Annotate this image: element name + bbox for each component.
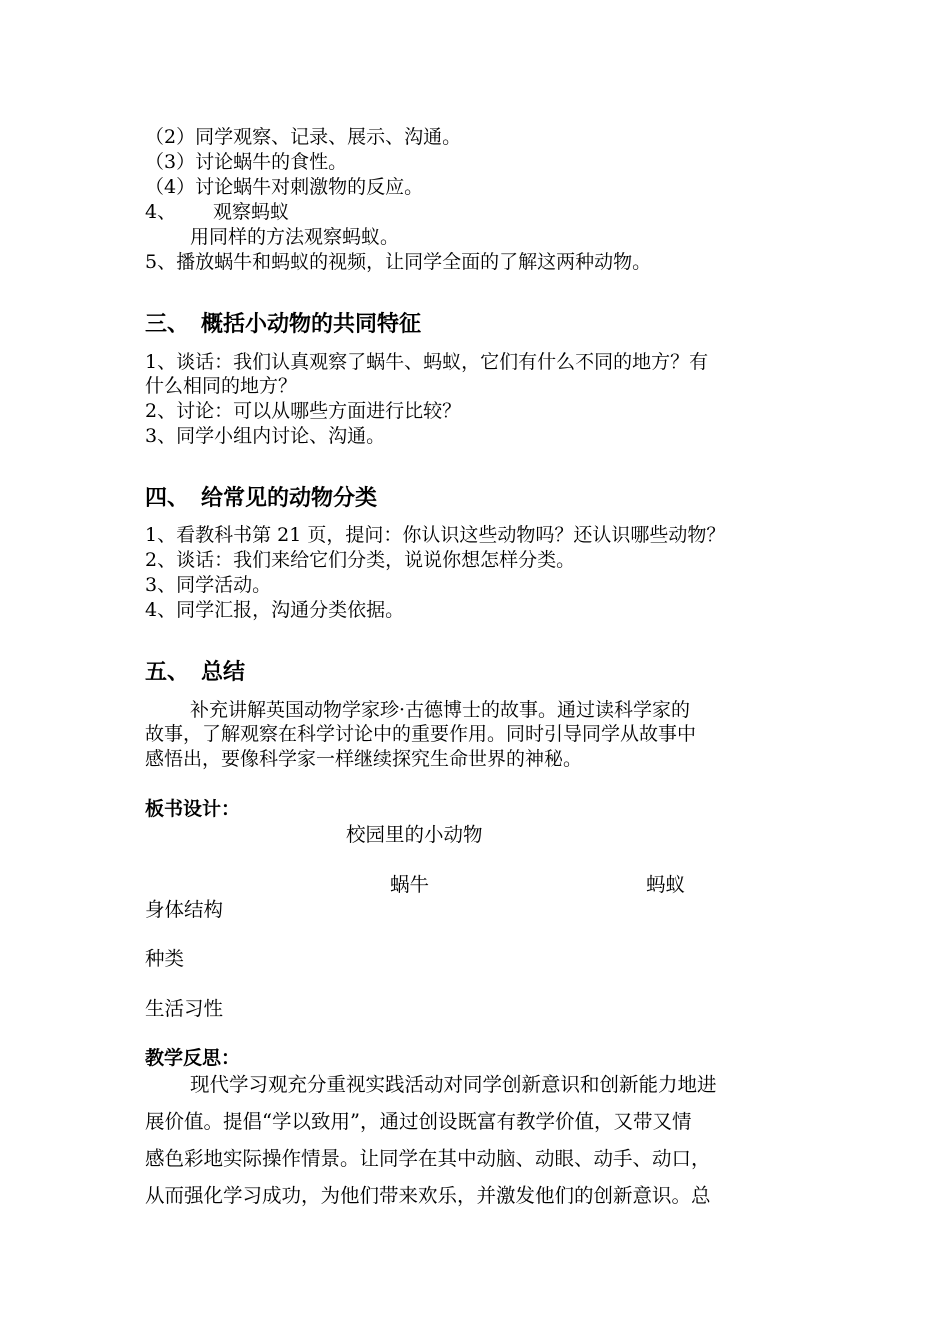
reflection-line-3: 感色彩地实际操作情景。让同学在其中动脑、动眼、动手、动口， — [145, 1147, 711, 1170]
section-4-number: 四、 — [145, 486, 190, 511]
step-2-4: （4）讨论蜗牛对刺激物的反应。 — [145, 176, 424, 198]
section-4-item-2: 2、谈话：我们来给它们分类，说说你想怎样分类。 — [145, 549, 576, 571]
section-3-item-1b: 什么相同的地方？ — [145, 375, 298, 397]
reflection-line-4: 从而强化学习成功，为他们带来欢乐，并激发他们的创新意识。总 — [145, 1184, 711, 1207]
section-3-heading — [145, 311, 421, 339]
summary-line-2: 故事，了解观察在科学讨论中的重要作用。同时引导同学从故事中 — [145, 723, 697, 745]
section-5-heading — [145, 659, 245, 687]
board-design-heading: 板书设计： — [145, 798, 241, 820]
section-5-number: 五、 — [145, 660, 190, 685]
step-4-title: 观察蚂蚁 — [213, 201, 290, 223]
step-5: 5、播放蜗牛和蚂蚁的视频，让同学全面的了解这两种动物。 — [145, 251, 652, 273]
section-3-item-2: 2、讨论：可以从哪些方面进行比较？ — [145, 400, 462, 422]
section-4-title: 给常见的动物分类 — [201, 486, 378, 511]
board-column-snail: 蜗牛 — [390, 873, 430, 896]
section-3-item-1a: 1、谈话：我们认真观察了蜗牛、蚂蚁，它们有什么不同的地方？有 — [145, 351, 709, 373]
step-4-number: 4、 — [145, 201, 177, 223]
board-row-habits: 生活习性 — [145, 997, 224, 1020]
reflection-heading: 教学反思： — [145, 1047, 241, 1069]
board-title: 校园里的小动物 — [346, 823, 483, 846]
reflection-line-2: 展价值。提倡“学以致用”，通过创设既富有教学价值，又带又情 — [145, 1110, 692, 1133]
section-3-item-3: 3、同学小组内讨论、沟通。 — [145, 425, 386, 447]
section-3-number: 三、 — [145, 312, 190, 337]
section-4-item-1: 1、看教科书第 21 页，提问：你认识这些动物吗？还认识哪些动物？ — [145, 524, 726, 546]
summary-line-3: 感悟出，要像科学家一样继续探究生命世界的神秘。 — [145, 748, 583, 770]
step-4-text: 用同样的方法观察蚂蚁。 — [190, 226, 400, 248]
board-row-body-structure: 身体结构 — [145, 898, 224, 921]
section-4-heading — [145, 485, 377, 513]
board-column-ant: 蚂蚁 — [646, 873, 686, 896]
board-row-species: 种类 — [145, 947, 185, 970]
section-5-title: 总结 — [201, 660, 246, 685]
step-2-2: （2）同学观察、记录、展示、沟通。 — [145, 126, 462, 148]
summary-line-1: 补充讲解英国动物学家珍·古德博士的故事。通过读科学家的 — [190, 699, 691, 721]
step-2-3: （3）讨论蜗牛的食性。 — [145, 151, 348, 173]
section-4-item-4: 4、同学汇报，沟通分类依据。 — [145, 599, 405, 621]
section-3-title: 概括小动物的共同特征 — [201, 312, 422, 337]
reflection-line-1: 现代学习观充分重视实践活动对同学创新意识和创新能力地进 — [190, 1073, 717, 1096]
section-4-item-3: 3、同学活动。 — [145, 574, 272, 596]
